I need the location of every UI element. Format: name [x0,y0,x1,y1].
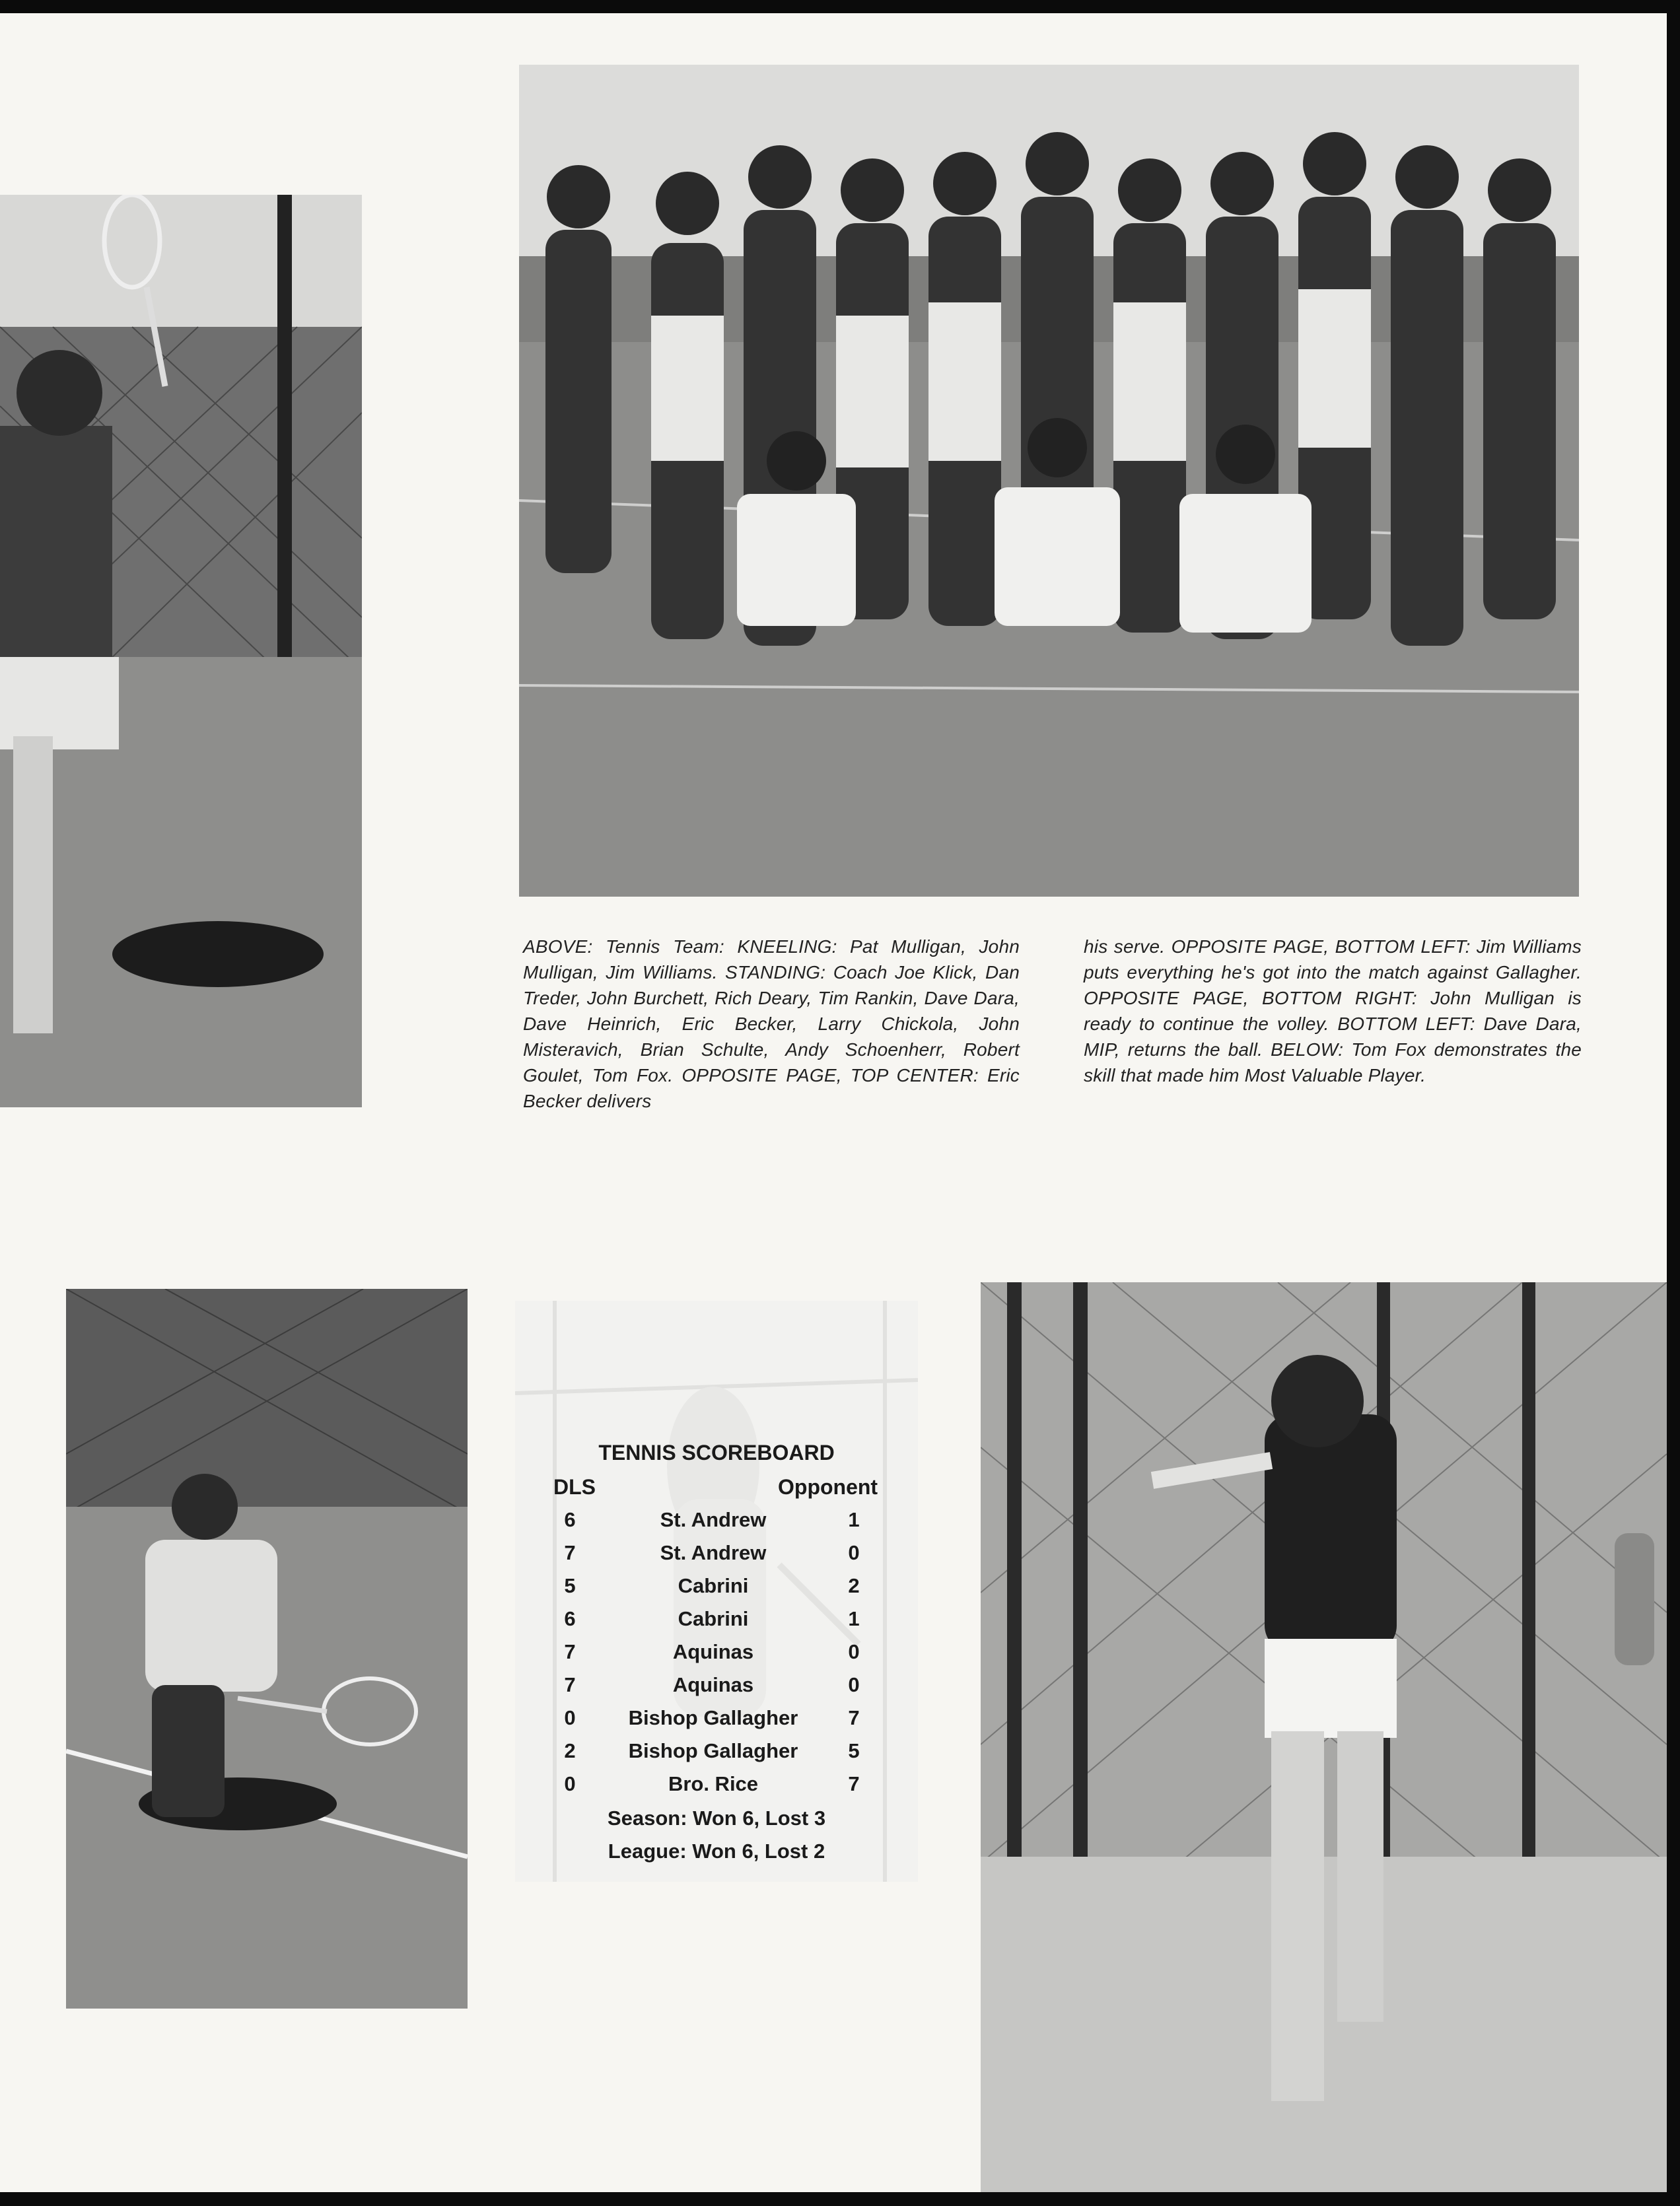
scoreboard-row [515,1640,918,1673]
scoreboard-row [515,1772,918,1805]
yearbook-page [0,13,1667,2192]
scoreboard-row [515,1541,918,1574]
opponent-score: 7 [848,1772,860,1795]
opponent-name: St. Andrew [660,1541,767,1564]
opponent-name: St. Andrew [660,1508,767,1531]
caption-right-column: his serve. OPPOSITE PAGE, BOTTOM LEFT: Jim Williams puts everything he's got into the match against Gallagher. OPPOSITE PAGE, BOTTOM RIGHT: John Mulligan is ready to continue the volley. BOTTOM LEFT: Dave Dara, MIP, returns the ball. BELOW: Tom Fox demonstrates the skill that made him Most Valuable Player. [1084,936,1582,1086]
scoreboard-league-record: League: Won 6, Lost 2 [608,1840,825,1863]
opponent-score: 2 [848,1574,860,1597]
scoreboard-header-dls: DLS [553,1475,596,1499]
opponent-score: 7 [848,1706,860,1729]
scoreboard-rows [515,1508,918,1805]
scoreboard-header-opponent: Opponent [778,1475,878,1499]
scoreboard-row [515,1739,918,1772]
opponent-score: 0 [848,1541,860,1564]
dls-score: 7 [564,1541,576,1564]
scoreboard-title: TENNIS SCOREBOARD [598,1441,835,1465]
dls-score: 0 [564,1772,576,1795]
scoreboard-row [515,1706,918,1739]
photo-player-serving-image [0,195,362,1107]
opponent-score: 0 [848,1640,860,1663]
opponent-name: Cabrini [678,1607,749,1630]
tennis-scoreboard [515,1301,918,1882]
scoreboard-row [515,1508,918,1541]
opponent-name: Bishop Gallagher [628,1739,798,1762]
photo-mvp-player-image [981,1282,1667,2192]
opponent-name: Aquinas [672,1640,754,1663]
dls-score: 2 [564,1739,576,1762]
scoreboard-row [515,1607,918,1640]
scoreboard-row [515,1574,918,1607]
scoreboard-season-record: Season: Won 6, Lost 3 [607,1807,826,1830]
opponent-score: 1 [848,1508,860,1531]
photo-player-returning-image [66,1289,468,2009]
dls-score: 6 [564,1508,576,1531]
photo-player-serving [0,195,362,1107]
dls-score: 0 [564,1706,576,1729]
opponent-score: 5 [848,1739,860,1762]
opponent-name: Cabrini [678,1574,749,1597]
dls-score: 5 [564,1574,576,1597]
opponent-name: Aquinas [672,1673,754,1696]
photo-player-returning [66,1289,468,2009]
dls-score: 7 [564,1673,576,1696]
dls-score: 7 [564,1640,576,1663]
scoreboard-row [515,1673,918,1706]
opponent-name: Bishop Gallagher [628,1706,798,1729]
opponent-score: 0 [848,1673,860,1696]
photo-tennis-team-image [519,65,1579,897]
opponent-score: 1 [848,1607,860,1630]
caption-left-column: ABOVE: Tennis Team: KNEELING: Pat Mulligan, John Mulligan, Jim Williams. STANDING: Coach Joe Klick, Dan Treder, John Burchett, Rich Deary, Tim Rankin, Dave Dara, Dave Heinrich, Eric Becker, Larry Chickola, John Misteravich, Brian Schulte, Andy Schoenherr, Robert Goulet, Tom Fox. OPPOSITE PAGE, TOP CENTER: Eric Becker delivers [523,936,1020,1111]
photo-mvp-player [981,1282,1667,2192]
dls-score: 6 [564,1607,576,1630]
photo-tennis-team [519,65,1579,897]
opponent-name: Bro. Rice [668,1772,759,1795]
